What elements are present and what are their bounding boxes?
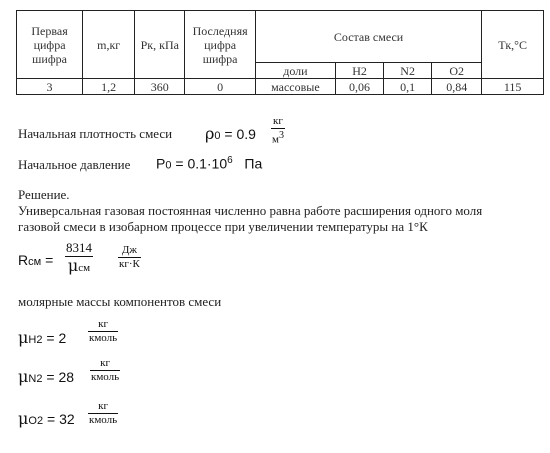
header-mass: m,кг <box>83 11 135 79</box>
header-h2: H2 <box>335 63 383 79</box>
density-formula: ρ0 = 0.9 <box>205 124 256 143</box>
molar-o2-unit: кг кмоль <box>89 400 118 426</box>
molar-n2-formula: μN2 = 28 <box>18 367 75 386</box>
solution-line-1: Универсальная газовая постоянная численно равна работе расширения одного моля <box>18 203 483 218</box>
density-label: Начальная плотность смеси <box>18 126 173 141</box>
cell-n2: 0,1 <box>384 79 432 95</box>
cell-mass: 1,2 <box>83 79 135 95</box>
cell-first-digit: 3 <box>17 79 83 95</box>
header-last-digit: Последняя цифра шифра <box>185 11 256 79</box>
cell-last-digit: 0 <box>185 79 256 95</box>
header-o2: O2 <box>432 63 482 79</box>
molar-h2-unit: кг кмоль <box>89 318 118 344</box>
header-temperature: Тк,°С <box>482 11 544 79</box>
cell-h2: 0,06 <box>335 79 383 95</box>
header-composition: Состав смеси <box>255 11 481 63</box>
cell-pressure: 360 <box>135 79 185 95</box>
parameters-table <box>16 10 544 95</box>
table-row <box>17 79 544 95</box>
solution-heading: Решение. <box>18 187 70 202</box>
cell-fractions: массовые <box>255 79 335 95</box>
header-pressure: Рк, кПа <box>135 11 185 79</box>
solution-line-2: газовой смеси в изобарном процессе при увеличении температуры на 1°К <box>18 219 428 234</box>
cell-temperature: 115 <box>482 79 544 95</box>
rcm-lhs: Rсм = <box>18 252 54 268</box>
molar-n2-unit: кг кмоль <box>91 357 120 383</box>
header-first-digit: Первая цифра шифра <box>17 11 83 79</box>
pressure-label: Начальное давление <box>18 157 131 172</box>
rcm-unit: Дж кг·К <box>119 244 140 270</box>
rcm-fraction: 8314 μсм <box>66 240 92 275</box>
cell-o2: 0,84 <box>432 79 482 95</box>
molar-o2-formula: μO2 = 32 <box>18 409 75 428</box>
header-n2: N2 <box>384 63 432 79</box>
header-fractions: доли <box>255 63 335 79</box>
molar-h2-formula: μH2 = 2 <box>18 328 67 347</box>
density-unit: кг $м^3$ <box>272 115 284 146</box>
molar-label: молярные массы компонентов смеси <box>18 294 222 309</box>
pressure-formula: $P0 = 0.1\cdot 10^6$ Па <box>156 155 263 172</box>
